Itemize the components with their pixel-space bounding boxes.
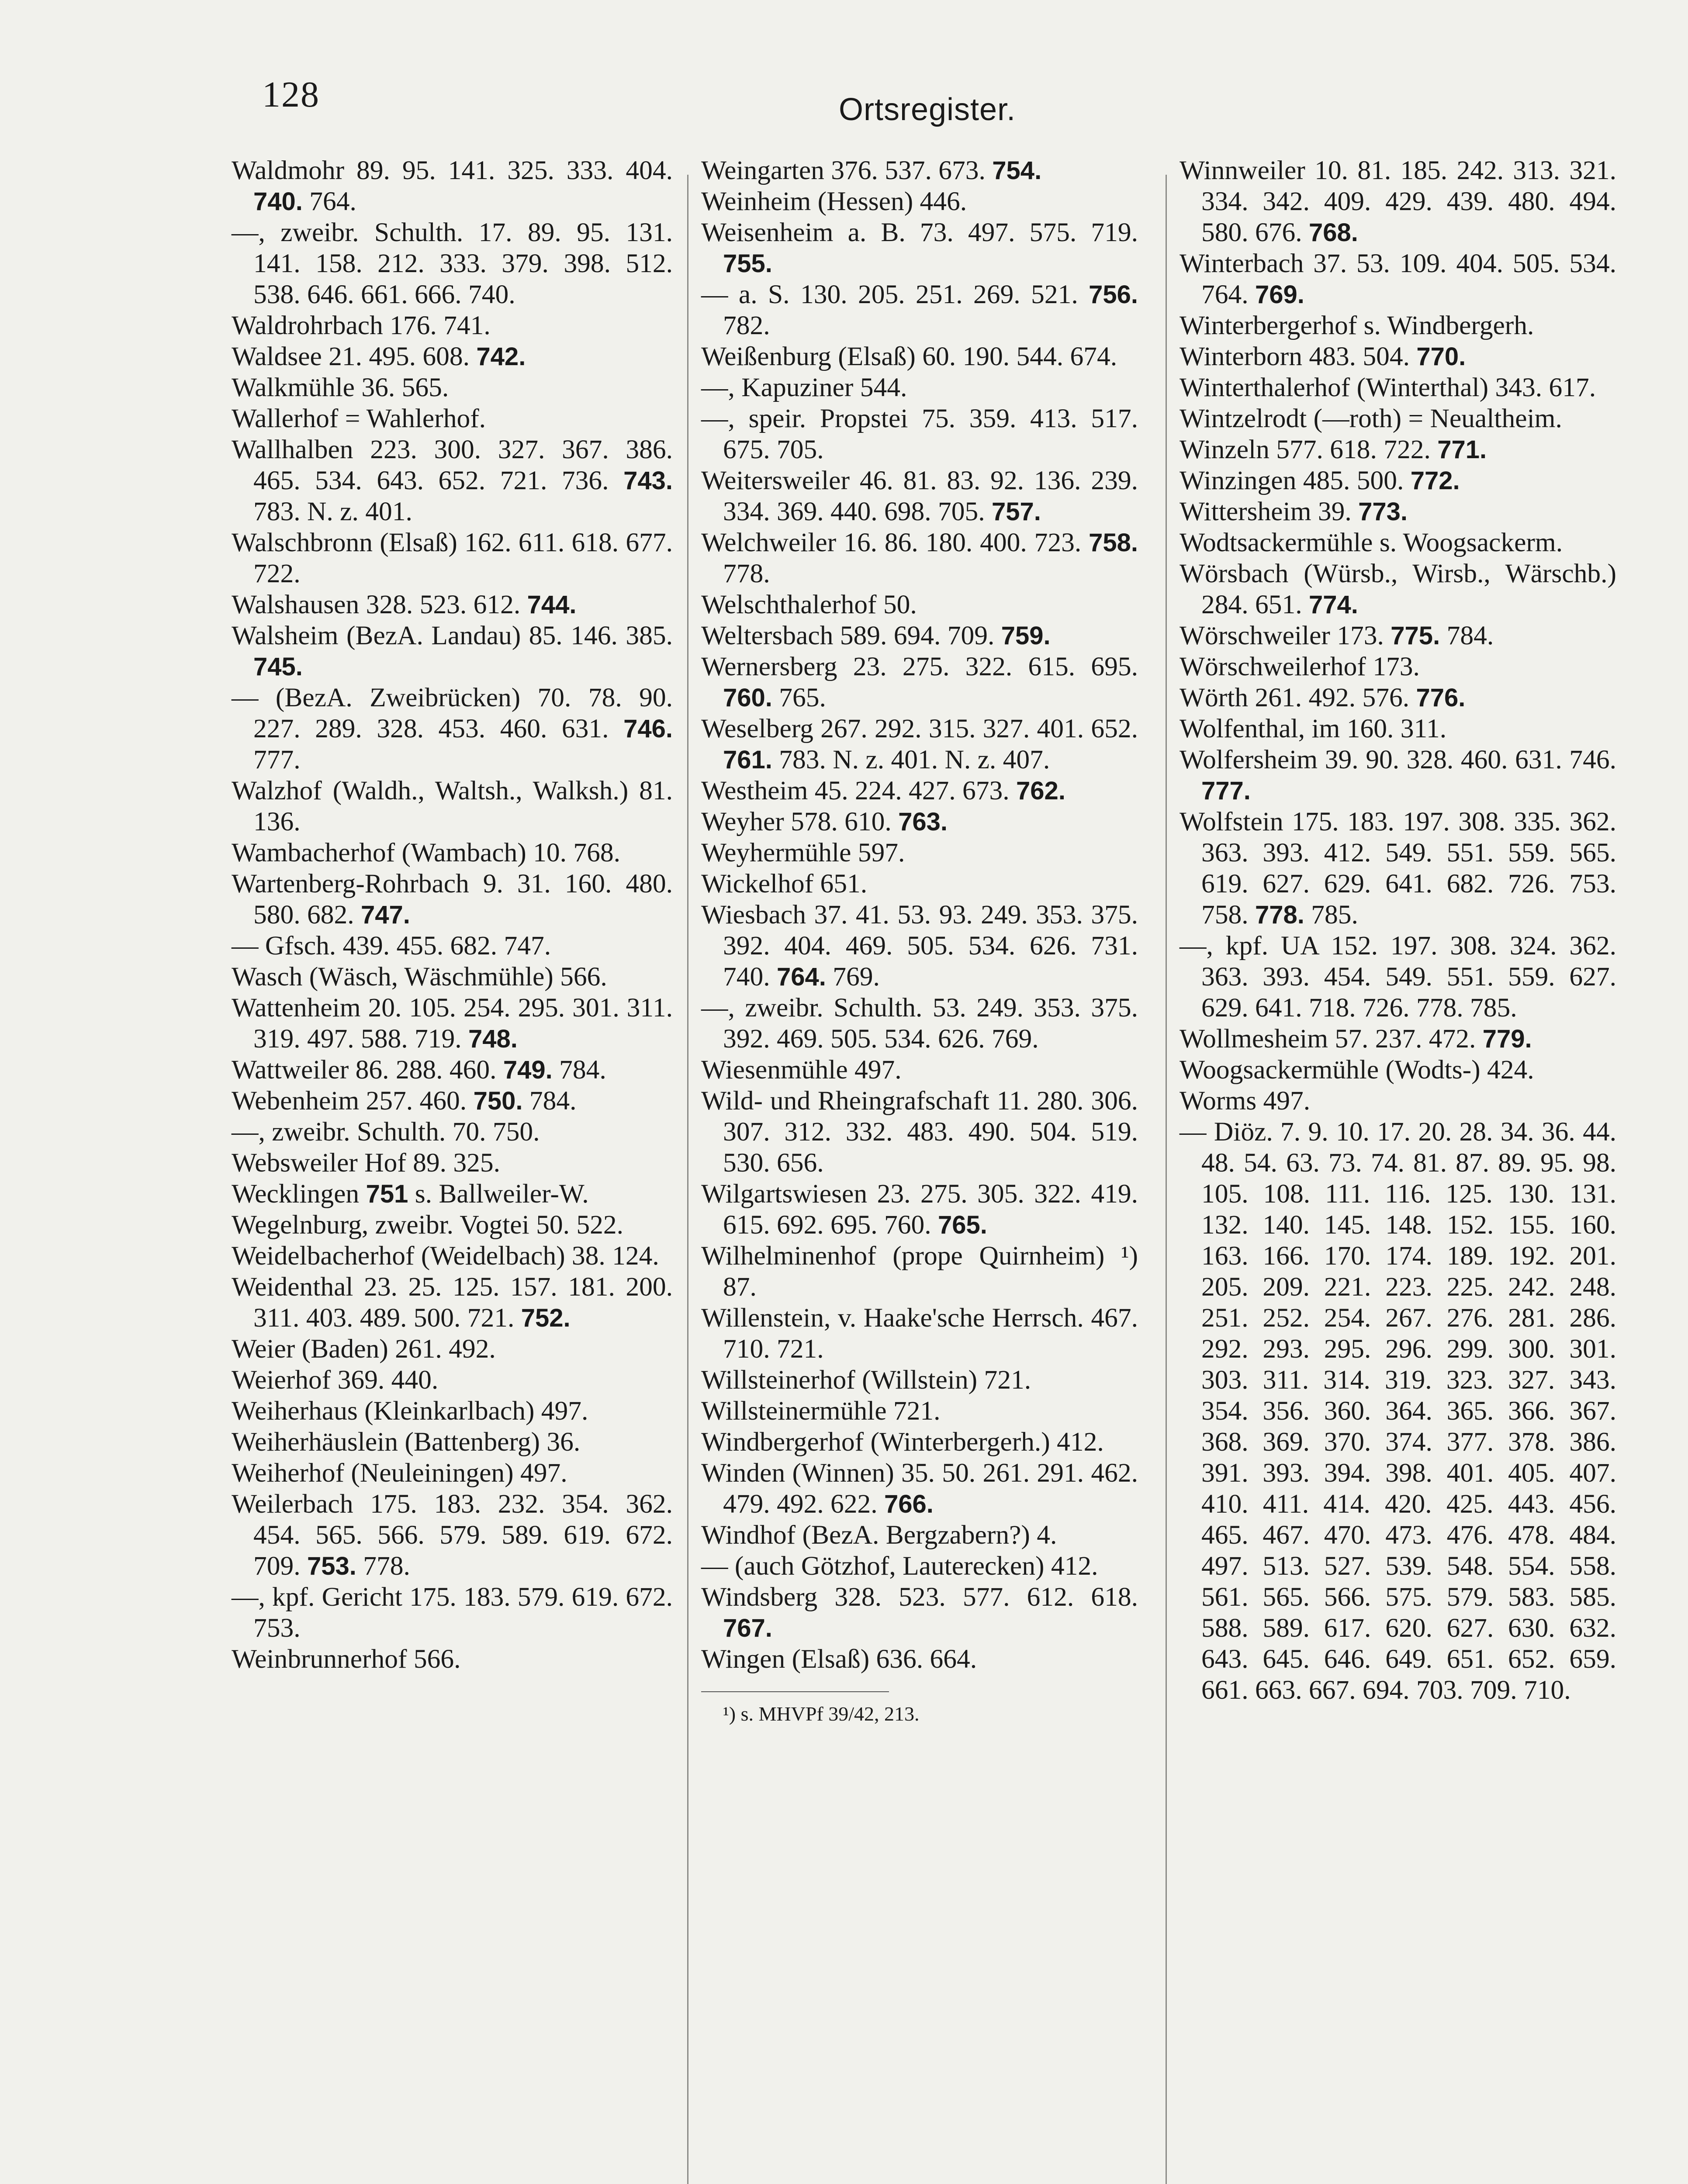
- index-entry: Walzhof (Waldh., Waltsh., Walksh.) 81. 136.: [232, 776, 673, 836]
- index-entry: —, Kapuziner 544.: [701, 373, 907, 402]
- index-entry: Winnweiler 10. 81. 185. 242. 313. 321. 334. 342. 409. 429. 439. 480. 494. 580. 676. 768.: [1180, 156, 1616, 247]
- index-entry: Worms 497.: [1180, 1086, 1311, 1116]
- index-entry: Wilgartswiesen 23. 275. 305. 322. 419. 615. 692. 695. 760. 765.: [701, 1179, 1138, 1240]
- index-entry: Webenheim 257. 460. 750. 784.: [232, 1086, 577, 1116]
- index-entry: Willsteinermühle 721.: [701, 1396, 941, 1426]
- index-entry: Weiherhaus (Kleinkarlbach) 497.: [232, 1396, 588, 1426]
- index-entry: — Diöz. 7. 9. 10. 17. 20. 28. 34. 36. 44. 48. 54. 63. 73. 74. 81. 87. 89. 95. 98. 105. 108. 111. 116. 125. 130. 131. 132. 140. 145. 148. 152. 155. 160. 163. 166. 170. 174. 189. 192. 201. 205. 209. 221. 223. 225. 242. 248. 251. 252. 254. 267. 276. 281. 286. 292. 293. 295. 296. 299. 300. 301. 303. 311. 314. 319. 323. 327. 343. 354. 356. 360. 364. 365. 366. 367. 368. 369. 370. 374. 377. 378. 386. 391. 393. 394. 398. 401. 405. 407. 410. 411. 414. 420. 425. 443. 456. 465. 467. 470. 473. 476. 478. 484. 497. 513. 527. 539. 548. 554. 558. 561. 565. 566. 575. 579. 583. 585. 588. 589. 617. 620. 627. 630. 632. 643. 645. 646. 649. 651. 652. 659. 661. 663. 667. 694. 703. 709. 710.: [1180, 1117, 1616, 1705]
- index-entry: Wörsbach (Würsb., Wirsb., Wärschb.) 284. 651. 774.: [1180, 559, 1616, 619]
- index-entry: — (BezA. Zweibrücken) 70. 78. 90. 227. 289. 328. 453. 460. 631. 746. 777.: [232, 683, 673, 774]
- index-entry: Wolfersheim 39. 90. 328. 460. 631. 746. 777.: [1180, 745, 1616, 805]
- index-entry: — (auch Götzhof, Lauterecken) 412.: [701, 1551, 1098, 1581]
- index-entry: Wattweiler 86. 288. 460. 749. 784.: [232, 1055, 606, 1085]
- index-entry: Waldmohr 89. 95. 141. 325. 333. 404. 740. 764.: [232, 156, 673, 216]
- index-entry: Walshausen 328. 523. 612. 744.: [232, 590, 577, 619]
- index-entry: —, zweibr. Schulth. 53. 249. 353. 375. 392. 469. 505. 534. 626. 769.: [701, 993, 1138, 1054]
- index-entry: Weisenheim a. B. 73. 497. 575. 719. 755.: [701, 218, 1138, 278]
- index-entry: Welschthalerhof 50.: [701, 590, 917, 619]
- index-entry: Waldsee 21. 495. 608. 742.: [232, 342, 526, 371]
- index-entry: —, kpf. UA 152. 197. 308. 324. 362. 363. 393. 454. 549. 551. 559. 627. 629. 641. 718. 726. 778. 785.: [1180, 931, 1616, 1023]
- index-entry: Wodtsackermühle s. Woogsackerm.: [1180, 528, 1563, 557]
- index-entry: Weierhof 369. 440.: [232, 1365, 439, 1395]
- index-entry: Wartenberg-Rohrbach 9. 31. 160. 480. 580. 682. 747.: [232, 869, 673, 930]
- index-column-middle: [701, 155, 1138, 1726]
- index-entry: Wild- und Rheingrafschaft 11. 280. 306. 307. 312. 332. 483. 490. 504. 519. 530. 656.: [701, 1086, 1138, 1178]
- index-entry: Wallerhof = Wahlerhof.: [232, 404, 486, 433]
- index-entry: Wernersberg 23. 275. 322. 615. 695. 760. 765.: [701, 652, 1138, 712]
- index-entry: — Gfsch. 439. 455. 682. 747.: [232, 931, 551, 961]
- index-entry: Willenstein, v. Haake'sche Herrsch. 467. 710. 721.: [701, 1303, 1138, 1364]
- index-column-left: [232, 155, 673, 1675]
- index-entry: Weidelbacherhof (Weidelbach) 38. 124.: [232, 1241, 659, 1271]
- index-entry: Walsheim (BezA. Landau) 85. 146. 385. 745.: [232, 621, 673, 681]
- index-entry: Westheim 45. 224. 427. 673. 762.: [701, 776, 1065, 805]
- index-entry: Wolfstein 175. 183. 197. 308. 335. 362. 363. 393. 412. 549. 551. 559. 565. 619. 627. 629. 641. 682. 726. 753. 758. 778. 785.: [1180, 807, 1616, 930]
- index-entry: Wilhelminenhof (prope Quirnheim) ¹) 87.: [701, 1241, 1138, 1302]
- index-entry: Wollmesheim 57. 237. 472. 779.: [1180, 1024, 1532, 1054]
- index-entry: Windsberg 328. 523. 577. 612. 618. 767.: [701, 1582, 1138, 1642]
- index-entry: Wittersheim 39. 773.: [1180, 497, 1408, 526]
- footnote-rule: [701, 1691, 889, 1692]
- index-entry: Wambacherhof (Wambach) 10. 768.: [232, 838, 621, 867]
- index-entry: Wasch (Wäsch, Wäschmühle) 566.: [232, 962, 607, 992]
- index-entry: Winterbach 37. 53. 109. 404. 505. 534. 764. 769.: [1180, 249, 1616, 309]
- index-entry: Weingarten 376. 537. 673. 754.: [701, 156, 1042, 185]
- index-entry: Waldrohrbach 176. 741.: [232, 311, 491, 340]
- index-entry: Wallhalben 223. 300. 327. 367. 386. 465. 534. 643. 652. 721. 736. 743. 783. N. z. 401.: [232, 435, 673, 526]
- index-entry: Weier (Baden) 261. 492.: [232, 1334, 496, 1364]
- index-entry: Wegelnburg, zweibr. Vogtei 50. 522.: [232, 1210, 623, 1240]
- index-column-right: [1180, 155, 1616, 1706]
- index-entry: Weitersweiler 46. 81. 83. 92. 136. 239. 334. 369. 440. 698. 705. 757.: [701, 466, 1138, 526]
- index-entry: —, zweibr. Schulth. 17. 89. 95. 131. 141. 158. 212. 333. 379. 398. 512. 538. 646. 661. 666. 740.: [232, 218, 673, 309]
- index-entry: Weyher 578. 610. 763.: [701, 807, 948, 836]
- page-number: 128: [262, 74, 320, 115]
- index-entry: Weißenburg (Elsaß) 60. 190. 544. 674.: [701, 342, 1117, 371]
- index-entry: Weinheim (Hessen) 446.: [701, 187, 967, 216]
- index-entry: Windbergerhof (Winterbergerh.) 412.: [701, 1427, 1104, 1457]
- index-entry: —, zweibr. Schulth. 70. 750.: [232, 1117, 540, 1147]
- index-entry: Wolfenthal, im 160. 311.: [1180, 714, 1447, 743]
- index-entry: Wickelhof 651.: [701, 869, 868, 898]
- index-entry: Walschbronn (Elsaß) 162. 611. 618. 677. 722.: [232, 528, 673, 588]
- index-entry: Winterborn 483. 504. 770.: [1180, 342, 1466, 371]
- index-entry: Winterthalerhof (Winterthal) 343. 617.: [1180, 373, 1596, 402]
- index-entry: Wörschweiler 173. 775. 784.: [1180, 621, 1494, 650]
- index-entry: Winden (Winnen) 35. 50. 261. 291. 462. 479. 492. 622. 766.: [701, 1458, 1138, 1519]
- index-entry: Winzeln 577. 618. 722. 771.: [1180, 435, 1487, 464]
- index-entry: —, speir. Propstei 75. 359. 413. 517. 675. 705.: [701, 404, 1138, 464]
- column-divider: [687, 175, 688, 2184]
- footnote: ¹) s. MHVPf 39/42, 213.: [723, 1703, 920, 1725]
- index-entry: Woogsackermühle (Wodts-) 424.: [1180, 1055, 1534, 1085]
- index-entry: Wingen (Elsaß) 636. 664.: [701, 1644, 977, 1674]
- index-entry: Weinbrunnerhof 566.: [232, 1644, 461, 1674]
- index-entry: Wintzelrodt (—roth) = Neualtheim.: [1180, 404, 1562, 433]
- index-entry: Wecklingen 751 s. Ballweiler-W.: [232, 1179, 589, 1209]
- index-entry: Welchweiler 16. 86. 180. 400. 723. 758. 778.: [701, 528, 1138, 588]
- index-entry: Wörth 261. 492. 576. 776.: [1180, 683, 1466, 712]
- index-entry: Weiherhof (Neuleiningen) 497.: [232, 1458, 567, 1488]
- index-entry: —, kpf. Gericht 175. 183. 579. 619. 672. 753.: [232, 1582, 673, 1643]
- index-entry: Wiesbach 37. 41. 53. 93. 249. 353. 375. 392. 404. 469. 505. 534. 626. 731. 740. 764. 769.: [701, 900, 1138, 992]
- index-entry: Wattenheim 20. 105. 254. 295. 301. 311. 319. 497. 588. 719. 748.: [232, 993, 673, 1054]
- index-entry: Windhof (BezA. Bergzabern?) 4.: [701, 1520, 1057, 1550]
- index-entry: Weiherhäuslein (Battenberg) 36.: [232, 1427, 581, 1457]
- index-entry: Wörschweilerhof 173.: [1180, 652, 1420, 681]
- index-entry: Weidenthal 23. 25. 125. 157. 181. 200. 311. 403. 489. 500. 721. 752.: [232, 1272, 673, 1333]
- index-column-middle-entries: [701, 155, 1138, 1675]
- index-entry: Weyhermühle 597.: [701, 838, 905, 867]
- index-entry: Willsteinerhof (Willstein) 721.: [701, 1365, 1031, 1395]
- index-entry: Weselberg 267. 292. 315. 327. 401. 652. 761. 783. N. z. 401. N. z. 407.: [701, 714, 1138, 774]
- index-entry: Walkmühle 36. 565.: [232, 373, 449, 402]
- index-entry: Websweiler Hof 89. 325.: [232, 1148, 501, 1178]
- column-divider: [1166, 175, 1167, 2184]
- index-entry: Weltersbach 589. 694. 709. 759.: [701, 621, 1051, 650]
- index-entry: Weilerbach 175. 183. 232. 354. 362. 454. 565. 566. 579. 589. 619. 672. 709. 753. 778.: [232, 1489, 673, 1581]
- index-entry: Winterbergerhof s. Windbergerh.: [1180, 311, 1534, 340]
- index-entry: Wiesenmühle 497.: [701, 1055, 902, 1085]
- index-entry: — a. S. 130. 205. 251. 269. 521. 756. 782.: [701, 280, 1138, 340]
- page-title: Ortsregister.: [839, 92, 1016, 127]
- index-entry: Winzingen 485. 500. 772.: [1180, 466, 1460, 495]
